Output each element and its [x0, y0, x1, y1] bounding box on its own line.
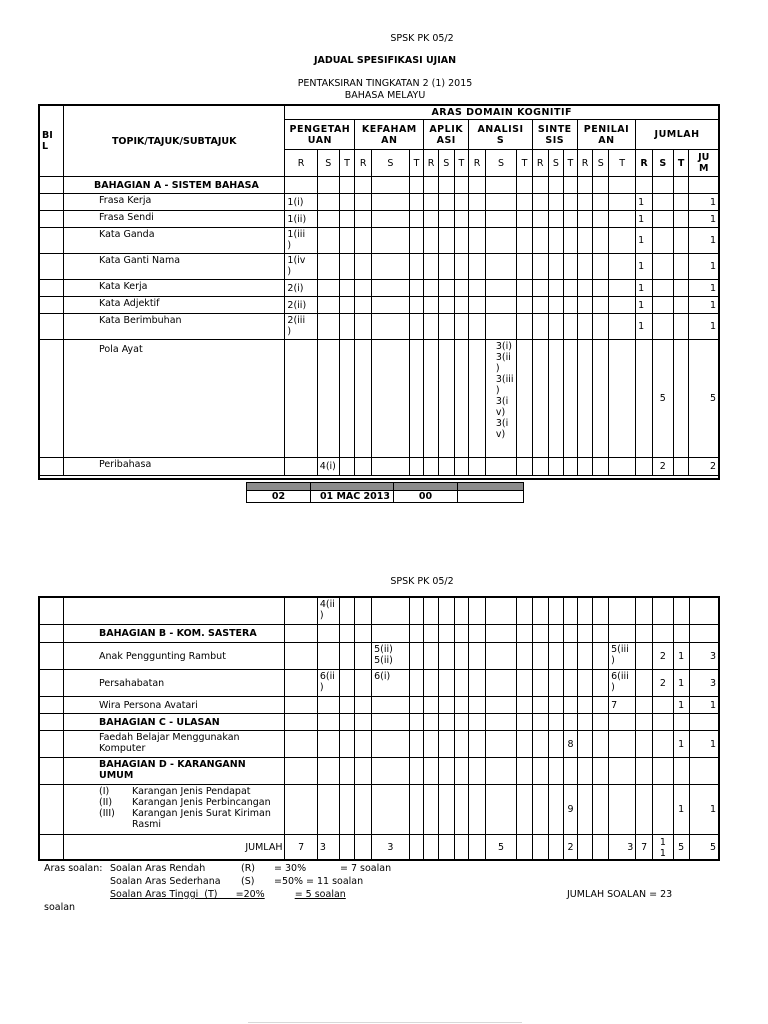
- sub-s: S: [317, 150, 339, 177]
- cell-value: 1: [689, 785, 719, 835]
- spec-table-page2: [39, 597, 719, 861]
- cell-value: 5: [673, 835, 689, 861]
- cell-value: 1: [689, 211, 719, 228]
- cell-value: 1: [689, 297, 719, 314]
- note-tinggi: Soalan Aras Tinggi (T) =20% = 5 soalan: [110, 889, 346, 900]
- cell-value: 1(ii): [285, 211, 317, 228]
- cell-value: 7: [285, 835, 317, 861]
- cell-value: 7: [609, 697, 636, 714]
- header-aras: ARAS DOMAIN KOGNITIF: [285, 106, 719, 120]
- table-row: [40, 670, 719, 697]
- section-d-title: BAHAGIAN D - KARANGANN UMUM: [64, 758, 285, 785]
- sub-t: T: [609, 150, 636, 177]
- cell-value: 4(i): [317, 458, 339, 476]
- cell-value: 3(i) 3(ii ) 3(iii ) 3(i v) 3(i v): [485, 340, 516, 458]
- cell-value: 1: [689, 280, 719, 297]
- sub-jt: T: [673, 150, 689, 177]
- cell-value: 1: [689, 697, 719, 714]
- cell-value: 4(ii ): [317, 598, 339, 625]
- cell-value: 6(i): [372, 670, 410, 697]
- sub-r: R: [577, 150, 593, 177]
- row-topic: Kata Adjektif: [64, 297, 285, 314]
- cell-value: 3: [689, 670, 719, 697]
- cell-value: 3: [609, 835, 636, 861]
- table-row: [40, 340, 719, 458]
- sub-s: S: [372, 150, 410, 177]
- cell-value: 2: [652, 643, 673, 670]
- cell-value: 2: [689, 458, 719, 476]
- cell-value: 8: [564, 731, 578, 758]
- jumlah-soalan-unit: soalan: [44, 902, 76, 913]
- cell-value: 3: [317, 835, 339, 861]
- table-row: [40, 280, 719, 297]
- total-row: [40, 835, 719, 861]
- doc-code-2: SPSK PK 05/2: [390, 576, 454, 587]
- cell-value: 5: [689, 835, 719, 861]
- cell-value: 1: [689, 194, 719, 211]
- row-topic: Anak Penggunting Rambut: [64, 643, 285, 670]
- list-item: (II) Karangan Jenis Perbincangan: [99, 797, 271, 808]
- cell-value: 2(i): [285, 280, 317, 297]
- table-row: [40, 458, 719, 476]
- cell-value: 5(iii ): [609, 643, 636, 670]
- cell-value: 1: [673, 670, 689, 697]
- row-topic: Kata Berimbuhan: [64, 314, 285, 340]
- row-topic: Persahabatan: [64, 670, 285, 697]
- cell-value: 7: [636, 835, 653, 861]
- table-row: [40, 697, 719, 714]
- list-item: (I) Karangan Jenis Pendapat: [99, 786, 251, 797]
- table-row: [40, 211, 719, 228]
- essay-list: [64, 785, 285, 835]
- sub-r: R: [469, 150, 486, 177]
- table-row: [40, 643, 719, 670]
- row-topic: Frasa Sendi: [64, 211, 285, 228]
- section-c-title: BAHAGIAN C - ULASAN: [64, 714, 285, 731]
- header-pengetahuan: PENGETAH UAN: [285, 120, 355, 150]
- note-rendah-pct: = 30%: [274, 863, 307, 874]
- sub-js: S: [652, 150, 673, 177]
- cell-value: 3: [689, 643, 719, 670]
- note-sederhana-code: (S): [241, 876, 255, 887]
- total-label: JUMLAH: [64, 835, 285, 861]
- sub-t: T: [564, 150, 578, 177]
- header-jumlah: JUMLAH: [636, 120, 719, 150]
- sub-r: R: [355, 150, 372, 177]
- cell-value: 1: [689, 314, 719, 340]
- doc-subtitle-2: BAHASA MELAYU: [344, 90, 426, 101]
- section-b-title: BAHAGIAN B - KOM. SASTERA: [64, 625, 285, 643]
- sub-jum: JU M: [689, 150, 719, 177]
- cell-value: 1: [636, 314, 653, 340]
- header-aplikasi: APLIK ASI: [424, 120, 469, 150]
- row-topic: Kata Ganda: [64, 228, 285, 254]
- note-sederhana: Soalan Aras Sederhana: [110, 876, 221, 887]
- cell-value: 1(iv ): [285, 254, 317, 280]
- header-kefahaman: KEFAHAM AN: [355, 120, 424, 150]
- cell-value: 6(ii ): [317, 670, 339, 697]
- cell-value: 1(iii ): [285, 228, 317, 254]
- cell-value: 1: [673, 643, 689, 670]
- cell-value: 1: [636, 280, 653, 297]
- header-topik: TOPIK/TAJUK/SUBTAJUK: [64, 106, 285, 177]
- row-topic: Wira Persona Avatari: [64, 697, 285, 714]
- cell-value: 1 1: [652, 835, 673, 861]
- header-penilaian: PENILAI AN: [577, 120, 635, 150]
- cell-value: 5: [652, 340, 673, 458]
- note-rendah: Soalan Aras Rendah: [110, 863, 206, 874]
- cell-value: 1: [636, 211, 653, 228]
- table-row: [40, 314, 719, 340]
- cell-value: 1: [636, 194, 653, 211]
- note-sederhana-pct: =50%: [274, 876, 304, 887]
- sub-r: R: [285, 150, 317, 177]
- sub-t: T: [339, 150, 355, 177]
- footer-revision-table: [246, 482, 524, 503]
- cell-value: 5: [485, 835, 516, 861]
- cell-value: 1: [636, 297, 653, 314]
- cell-value: 2(ii): [285, 297, 317, 314]
- table-row: [40, 297, 719, 314]
- section-a-title: BAHAGIAN A - SISTEM BAHASA: [64, 177, 285, 194]
- cell-value: 5: [689, 340, 719, 458]
- jumlah-soalan: JUMLAH SOALAN = 23: [567, 889, 673, 900]
- cell-value: 2: [564, 835, 578, 861]
- list-item: (III) Karangan Jenis Surat Kiriman Rasmi: [99, 808, 271, 830]
- row-topic: Faedah Belajar Menggunakan Komputer: [64, 731, 285, 758]
- cell-value: 5(ii) 5(ii): [372, 643, 410, 670]
- cell-value: 2: [652, 458, 673, 476]
- header-analisis: ANALISI S: [469, 120, 533, 150]
- cell-value: 9: [564, 785, 578, 835]
- notes-label: Aras soalan:: [44, 863, 103, 874]
- cell-value: 1: [689, 731, 719, 758]
- sub-s: S: [548, 150, 564, 177]
- cell-value: 2(iii ): [285, 314, 317, 340]
- row-topic: Kata Ganti Nama: [64, 254, 285, 280]
- table-row: [40, 254, 719, 280]
- doc-title: JADUAL SPESIFIKASI UJIAN: [313, 55, 457, 66]
- doc-subtitle-1: PENTAKSIRAN TINGKATAN 2 (1) 2015: [297, 78, 473, 89]
- table-row: [40, 194, 719, 211]
- header-bil: BI L: [40, 106, 64, 177]
- footer-col3: 00: [394, 491, 458, 503]
- sub-s: S: [485, 150, 516, 177]
- row-topic: Frasa Kerja: [64, 194, 285, 211]
- cell-value: 1(i): [285, 194, 317, 211]
- cell-value: 1: [689, 254, 719, 280]
- cell-value: 1: [673, 697, 689, 714]
- table-row: [40, 731, 719, 758]
- sub-r: R: [424, 150, 439, 177]
- footer-col4: [458, 491, 524, 503]
- row-topic: Peribahasa: [64, 458, 285, 476]
- header-sintesis: SINTE SIS: [532, 120, 577, 150]
- note-rendah-count: = 7 soalan: [340, 863, 392, 874]
- cell-value: 2: [652, 670, 673, 697]
- table-row: [40, 785, 719, 835]
- table-row: [40, 598, 719, 625]
- row-topic: Pola Ayat: [64, 340, 285, 458]
- sub-t: T: [454, 150, 469, 177]
- sub-jr: R: [636, 150, 653, 177]
- cell-value: 1: [673, 785, 689, 835]
- cell-value: 1: [636, 228, 653, 254]
- footer-col2: 01 MAC 2013: [311, 491, 394, 503]
- doc-code-1: SPSK PK 05/2: [390, 33, 454, 44]
- row-topic: Kata Kerja: [64, 280, 285, 297]
- table-row: [40, 228, 719, 254]
- sub-t: T: [409, 150, 424, 177]
- cell-value: 3: [372, 835, 410, 861]
- footer-col1: 02: [247, 491, 311, 503]
- note-rendah-code: (R): [241, 863, 256, 874]
- cell-value: 1: [689, 228, 719, 254]
- sub-r: R: [532, 150, 548, 177]
- spec-table-page1: [39, 105, 719, 476]
- sub-t: T: [517, 150, 533, 177]
- note-sederhana-count: = 11 soalan: [306, 876, 364, 887]
- page-divider: [248, 1022, 522, 1023]
- cell-value: 1: [673, 731, 689, 758]
- cell-value: 1: [636, 254, 653, 280]
- cell-value: 6(iii ): [609, 670, 636, 697]
- sub-s: S: [593, 150, 609, 177]
- sub-s: S: [438, 150, 454, 177]
